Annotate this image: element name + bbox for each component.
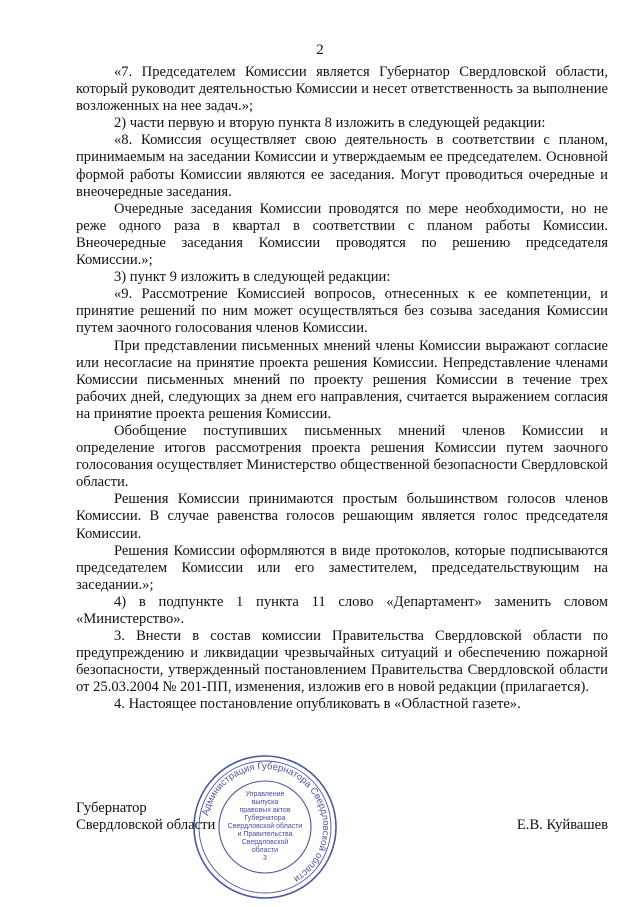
official-seal [190, 752, 340, 902]
paragraph: Очередные заседания Комиссии проводятся по мере необходимости, но не реже одного раза в квартал в соответствии с планом работы Комиссии. Внеочередные заседания Комиссии проводятся по решению председателя Комиссии.»; [76, 200, 608, 269]
paragraph: 3) пункт 9 изложить в следующей редакции: [114, 269, 391, 286]
signature-name: Е.В. Куйвашев [516, 817, 608, 833]
paragraph: 2) части первую и вторую пункта 8 изложить в следующей редакции: [114, 115, 546, 132]
page-number: 2 [316, 42, 324, 58]
paragraph: 4) в подпункте 1 пункта 11 слово «Департамент» заменить словом «Министерство». [76, 593, 608, 627]
seal-inner-line: выпуска [251, 799, 279, 806]
paragraph: «9. Рассмотрение Комиссией вопросов, отнесенных к ее компетенции, и принятие решений по ним может осуществляться без созыва заседания Комиссии путем заочного голосования членов Комиссии. [76, 286, 608, 337]
seal-inner-line: Губернатора [244, 815, 286, 822]
paragraph: 3. Внести в состав комиссии Правительства Свердловской области по предупреждению и ликвидации чрезвычайных ситуаций и обеспечению пожарной безопасности, утвержденный постановлением Правительства Свердловской области от 25.03.2004 № 201-ПП, изменения, изложив его в новой редакции (прилагается). [76, 628, 608, 696]
seal-inner-line: Свердловской области [227, 823, 303, 830]
seal-outer-text: Администрация Губернатора Свердловской области [200, 760, 332, 885]
seal-inner-line: и Правительства [237, 831, 293, 838]
paragraph: Решения Комиссии принимаются простым большинством голосов членов Комиссии. В случае равенства голосов решающим является голос председателя Комиссии. [76, 491, 608, 542]
paragraph: 4. Настоящее постановление опубликовать в «Областной газете». [114, 696, 521, 713]
signature-position-line: Свердловской области [76, 817, 216, 834]
paragraph: «8. Комиссия осуществляет свою деятельность в соответствии с планом, принимаемым на заседании Комиссии и утверждаемым ее председателем. Основной формой работы Комиссии являются ее заседания. Могут проводиться очередные и внеочередные заседания. [76, 132, 608, 200]
seal-inner-line: Управление [245, 791, 285, 798]
seal-inner-line: Свердловской [241, 839, 289, 846]
paragraph: «7. Председателем Комиссии является Губернатор Свердловской области, который руководит деятельностью Комиссии и несет ответственность за выполнение возложенных на нее задач.»; [76, 64, 608, 115]
paragraph: При представлении письменных мнений члены Комиссии выражают согласие или несогласие на принятие проекта решения Комиссии. Непредставление членами Комиссии письменных мнений по проекту решения Комиссии в течение трех рабочих дней, следующих за днем его направления, считается выражением согласия на принятие проекта решения Комиссии. [76, 337, 608, 422]
seal-inner-line: 3 [263, 855, 267, 862]
seal-inner-line: правовых актов [239, 807, 291, 814]
seal-inner-line: области [251, 847, 279, 854]
paragraph: Обобщение поступивших письменных мнений членов Комиссии и определение итогов рассмотрения проекта решения Комиссии путем заочного голосования осуществляет Министерство общественной безопасности Свердловской области. [76, 422, 608, 491]
seal-stamp-icon [190, 752, 340, 902]
paragraph: Решения Комиссии оформляются в виде протоколов, которые подписываются председателем Комиссии или его заместителем, председательствующим на заседании.»; [76, 542, 608, 593]
document-body [76, 64, 608, 714]
signature-position-line: Губернатор [76, 800, 147, 816]
